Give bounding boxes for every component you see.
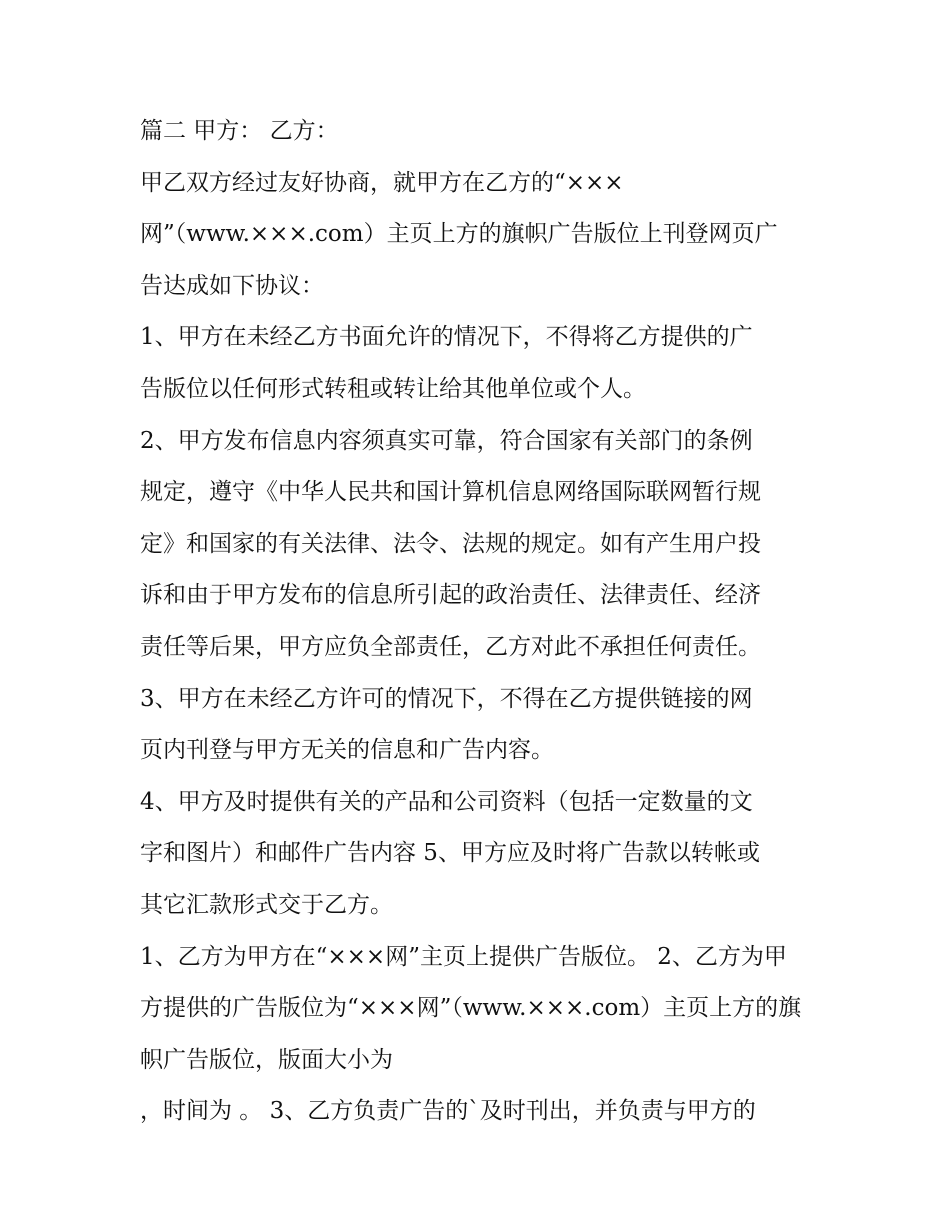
text-line: 告版位以任何形式转租或转让给其他单位或个人。 bbox=[140, 375, 646, 402]
text-line: 字和图片）和邮件广告内容 5、甲方应及时将广告款以转帐或 bbox=[140, 840, 760, 867]
text-line: 方提供的广告版位为“×××网”（www.×××.com）主页上方的旗 bbox=[140, 995, 802, 1022]
text-line: 告达成如下协议： bbox=[140, 272, 324, 299]
text-line: 帜广告版位，版面大小为 bbox=[140, 1046, 393, 1073]
text-line: 甲乙双方经过友好协商，就甲方在乙方的“××× bbox=[140, 169, 624, 196]
text-line: 篇二 甲方： 乙方： bbox=[140, 118, 339, 144]
text-line: 其它汇款形式交于乙方。 bbox=[140, 891, 393, 918]
document-body bbox=[140, 106, 820, 1138]
text-line: 2、甲方发布信息内容须真实可靠，符合国家有关部门的条例 bbox=[140, 427, 753, 454]
text-line: 1、乙方为甲方在“×××网”主页上提供广告版位。 2、乙方为甲 bbox=[140, 943, 787, 970]
text-line: 3、甲方在未经乙方许可的情况下，不得在乙方提供链接的网 bbox=[140, 685, 753, 712]
text-line: 网”（www.×××.com）主页上方的旗帜广告版位上刊登网页广 bbox=[140, 221, 778, 248]
text-line: 定》和国家的有关法律、法令、法规的规定。如有产生用户投 bbox=[140, 530, 761, 557]
text-line: 页内刊登与甲方无关的信息和广告内容。 bbox=[140, 737, 554, 764]
text-line: 责任等后果，甲方应负全部责任，乙方对此不承担任何责任。 bbox=[140, 633, 761, 660]
text-line: ，时间为 。 3、乙方负责广告的`及时刊出，并负责与甲方的 bbox=[140, 1098, 756, 1125]
text-line: 1、甲方在未经乙方书面允许的情况下，不得将乙方提供的广 bbox=[140, 324, 753, 351]
text-line: 规定，遵守《中华人民共和国计算机信息网络国际联网暂行规 bbox=[140, 479, 761, 506]
text-line: 诉和由于甲方发布的信息所引起的政治责任、法律责任、经济 bbox=[140, 582, 761, 609]
text-line: 4、甲方及时提供有关的产品和公司资料（包括一定数量的文 bbox=[140, 788, 753, 815]
